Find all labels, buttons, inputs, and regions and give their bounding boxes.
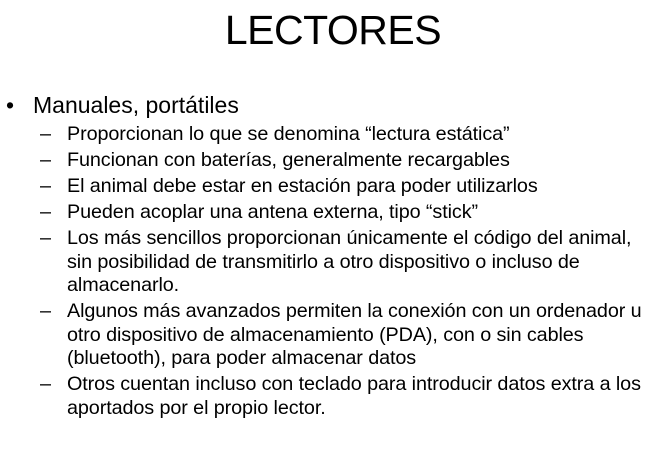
sub-bullet-item (40, 175, 660, 199)
sub-bullet-item (40, 123, 660, 147)
dash-icon: – (40, 174, 51, 197)
dash-icon: – (40, 200, 51, 223)
sub-bullet-text: Otros cuentan incluso con teclado para introducir datos extra a los aportados por el propio lector. (67, 373, 641, 419)
sub-bullet-item (40, 227, 660, 298)
bullet-icon: • (6, 92, 15, 118)
sub-bullet-text: Algunos más avanzados permiten la conexión con un ordenador u otro dispositivo de almacenamiento (PDA), con o sin cables (bluetooth), para poder almacenar datos (67, 300, 642, 370)
sub-bullet-list (40, 123, 660, 423)
sub-bullet-text: El animal debe estar en estación para poder utilizarlos (67, 174, 538, 197)
sub-bullet-item (40, 201, 660, 225)
sub-bullet-text: Los más sencillos proporcionan únicamente el código del animal, sin posibilidad de transmitirlo a otro dispositivo o incluso de almacenarlo. (67, 226, 632, 297)
sub-bullet-text: Pueden acoplar una antena externa, tipo “stick” (67, 200, 478, 223)
dash-icon: – (40, 226, 51, 249)
dash-icon: – (40, 148, 51, 171)
slide-title: LECTORES (224, 7, 442, 53)
sub-bullet-item (40, 149, 660, 173)
dash-icon: – (40, 373, 51, 396)
sub-bullet-item (40, 373, 660, 420)
dash-icon: – (40, 123, 51, 145)
dash-icon: – (40, 300, 51, 323)
sub-bullet-text: Proporcionan lo que se denomina “lectura estática” (67, 123, 510, 145)
sub-bullet-text: Funcionan con baterías, generalmente recargables (67, 148, 510, 171)
sub-bullet-item (40, 300, 660, 371)
main-bullet-text: Manuales, portátiles (33, 92, 239, 118)
